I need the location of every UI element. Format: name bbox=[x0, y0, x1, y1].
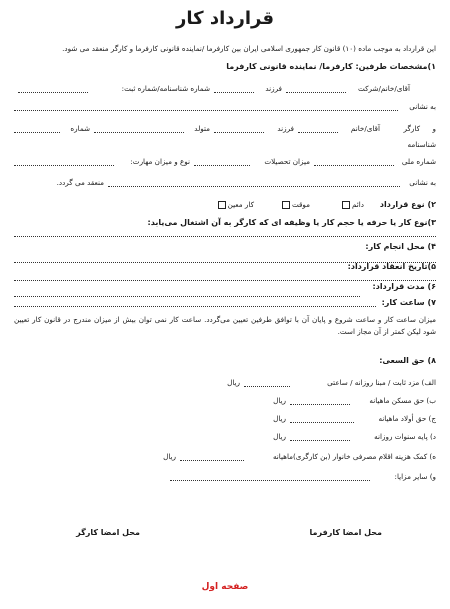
duration-label: ۶) مدت قرارداد: bbox=[372, 282, 436, 291]
wage-housing-label: ب) حق مسکن ماهیانه bbox=[369, 396, 436, 405]
wage-coupon-label: ه) کمک هزینه اقلام مصرفی خانوار (بن کارگری)ماهیانه bbox=[272, 452, 436, 461]
worker-id-label: شناسنامه bbox=[407, 140, 436, 149]
worker-skill-line[interactable] bbox=[14, 165, 114, 166]
duration-line[interactable] bbox=[14, 296, 360, 297]
worker-skill-label: نوع و میزان مهارت: bbox=[130, 157, 190, 166]
wage-children-label: ج) حق أولاد ماهیانه bbox=[378, 414, 436, 423]
job-type-line[interactable] bbox=[14, 236, 436, 237]
hours-paragraph: میزان ساعت کار و ساعت شروع و پایان آن با توافق طرفین تعیین می‌گردد. ساعت کار نمی توان بیش از میزان مندرج در قانون کار تعیین شود لیکن کمتر از آن مجاز است. bbox=[14, 315, 436, 336]
employer-address-line[interactable] bbox=[14, 110, 398, 111]
worker-education-label: میزان تحصیلات bbox=[264, 157, 310, 166]
worker-born-label: متولد bbox=[194, 124, 210, 133]
worker-and-label: و bbox=[432, 124, 436, 133]
fixed-task-label: کار معین bbox=[227, 200, 254, 209]
intro-text: این قرارداد به موجب ماده (۱۰) قانون کار جمهوری اسلامی ایران بین کارفرما /نماینده قانونی کارفرما و کارگر منعقد می شود. bbox=[62, 44, 436, 53]
wage-seniority-unit: ریال bbox=[273, 432, 286, 441]
contract-type-fixed-task[interactable] bbox=[216, 200, 254, 209]
wage-children-unit: ریال bbox=[273, 414, 286, 423]
permanent-label: دائم bbox=[352, 200, 364, 209]
hours-label: ۷) ساعت کار: bbox=[381, 298, 436, 307]
wage-heading: ۸) حق السعی: bbox=[379, 356, 436, 365]
employer-id-label: شماره شناسنامه/شماره ثبت: bbox=[121, 84, 210, 93]
wage-children-line[interactable] bbox=[290, 422, 354, 423]
worker-address-line[interactable] bbox=[108, 186, 400, 187]
worker-name-line[interactable] bbox=[298, 132, 338, 133]
wage-base-line[interactable] bbox=[244, 386, 290, 387]
hours-line[interactable] bbox=[14, 306, 376, 307]
worker-child-label: فرزند bbox=[277, 124, 294, 133]
wage-seniority-line[interactable] bbox=[290, 440, 350, 441]
wage-other-line[interactable] bbox=[170, 480, 370, 481]
contract-type-label: ۲) نوع قرارداد bbox=[379, 200, 436, 209]
fixed-task-checkbox[interactable] bbox=[218, 201, 226, 209]
worker-signature-label: محل امضا کارگر bbox=[76, 528, 140, 537]
wage-base-unit: ریال bbox=[227, 378, 240, 387]
worker-education-line[interactable] bbox=[194, 165, 250, 166]
employer-child-label: فرزند bbox=[265, 84, 282, 93]
worker-number-line[interactable] bbox=[14, 132, 60, 133]
worker-born-line[interactable] bbox=[94, 132, 184, 133]
worker-national-line[interactable] bbox=[314, 165, 394, 166]
worker-concluded-text: منعقد می گردد. bbox=[56, 178, 104, 187]
worker-number-label: شماره bbox=[70, 124, 90, 133]
workplace-label: ۴) محل انجام کار: bbox=[365, 242, 436, 251]
employer-id-line[interactable] bbox=[18, 92, 88, 93]
wage-coupon-line[interactable] bbox=[180, 460, 244, 461]
wage-base-label: الف) مزد ثابت / مبنا روزانه / ساعتی bbox=[327, 378, 436, 387]
employer-child-line[interactable] bbox=[214, 92, 254, 93]
temporary-checkbox[interactable] bbox=[282, 201, 290, 209]
parties-heading: ۱)مشخصات طرفین: کارفرما/ نماینده قانونی کارفرما bbox=[226, 62, 436, 71]
wage-other-label: و) سایر مزایا: bbox=[394, 472, 436, 481]
contract-type-permanent[interactable] bbox=[340, 200, 364, 209]
employer-name-line[interactable] bbox=[286, 92, 346, 93]
date-line[interactable] bbox=[14, 280, 436, 281]
employer-address-label: به نشانی bbox=[409, 102, 436, 111]
worker-national-label: شماره ملی bbox=[401, 157, 436, 166]
wage-seniority-label: د) پایه سنوات روزانه bbox=[374, 432, 436, 441]
worker-mr-label: آقای/خانم bbox=[350, 124, 380, 133]
worker-address-label: به نشانی bbox=[409, 178, 436, 187]
page-title: قرارداد کار bbox=[175, 8, 274, 29]
employer-signature-label: محل امضا کارفرما bbox=[309, 528, 382, 537]
wage-housing-line[interactable] bbox=[290, 404, 350, 405]
employer-name-label: آقای/خانم/شرکت bbox=[358, 84, 410, 93]
contract-type-temporary[interactable] bbox=[280, 200, 310, 209]
wage-coupon-unit: ریال bbox=[163, 452, 176, 461]
page-number: صفحه اول bbox=[201, 582, 249, 592]
wage-housing-unit: ریال bbox=[273, 396, 286, 405]
permanent-checkbox[interactable] bbox=[342, 201, 350, 209]
date-label: ۵)تاریخ انعقاد قرارداد: bbox=[347, 262, 436, 271]
worker-child-line[interactable] bbox=[214, 132, 264, 133]
temporary-label: موقت bbox=[291, 200, 310, 209]
job-type-label: ۳)نوع کار یا حرفه یا حجم کار یا وظیفه ای که کارگر به آن اشتغال می‌یابد: bbox=[147, 218, 436, 227]
worker-label: کارگر bbox=[403, 124, 420, 133]
